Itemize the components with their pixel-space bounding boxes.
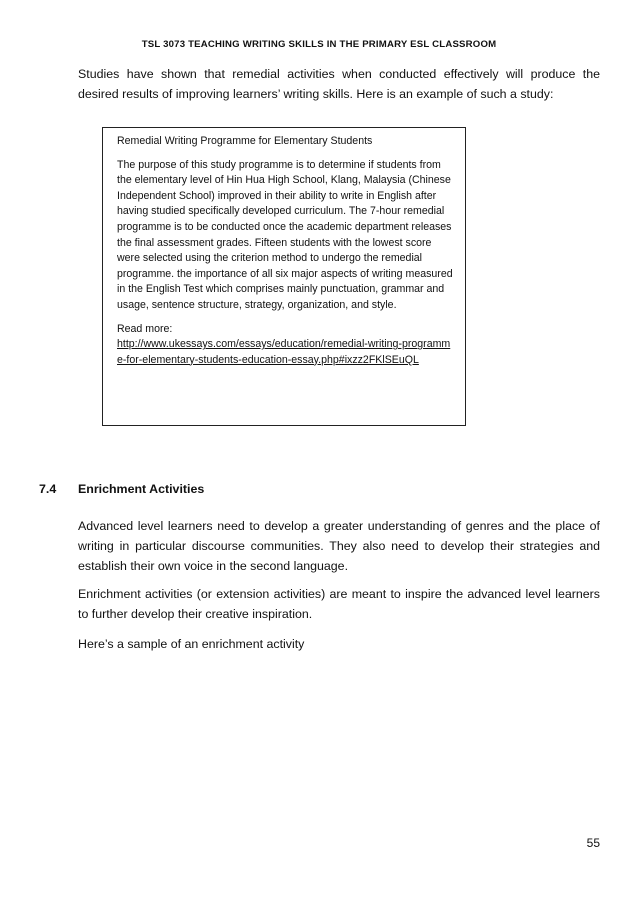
study-excerpt-box: [102, 127, 466, 426]
paragraph-enrichment-activities: Enrichment activities (or extension activities) are meant to inspire the advanced level learners to further develop their creative inspiration.: [78, 587, 600, 621]
page-header: TSL 3073 TEACHING WRITING SKILLS IN THE PRIMARY ESL CLASSROOM: [141, 39, 497, 50]
excerpt-body: The purpose of this study programme is to determine if students from the elementary level of Hin Hua High School, Klang, Malaysia (Chinese Independent School) improved in their ability to write in English after having studied specifically developed curriculum. The 7-hour remedial programme is to be conducted once the academic department releases the final assessment grades. Fifteen students with the lowest score were selected using the criterion method to undergo the remedial programme. the importance of all six major aspects of writing measured in the English Test which comprises mainly punctuation, grammar and usage, sentence structure, strategy, organization, and style.: [117, 158, 453, 311]
paragraph-advanced-learners: Advanced level learners need to develop a greater understanding of genres and the place of writing in particular discourse communities. They also need to develop their strategies and establish their own voice in the second language.: [78, 519, 600, 573]
section-title: Enrichment Activities: [78, 482, 205, 496]
section-number: 7.4: [39, 482, 57, 496]
read-more-label: Read more:: [117, 322, 173, 335]
intro-paragraph: Studies have shown that remedial activities when conducted effectively will produce the desired results of improving learners’ writing skills. Here is an example of such a study:: [78, 67, 600, 101]
excerpt-title: Remedial Writing Programme for Elementary Students: [117, 135, 373, 147]
paragraph-sample-intro: Here’s a sample of an enrichment activity: [78, 637, 305, 651]
page-number: 55: [586, 836, 600, 850]
source-link[interactable]: http://www.ukessays.com/essays/education/remedial-writing-programme-for-elementary-students-education-essay.php#ixzz2FKlSEuQL: [117, 338, 451, 366]
